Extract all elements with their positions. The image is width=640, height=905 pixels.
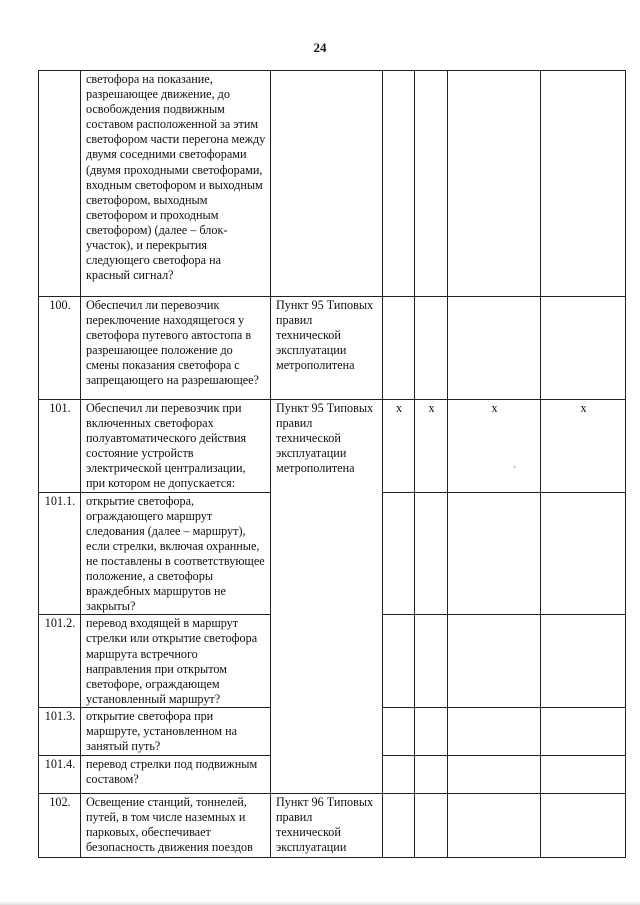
page-number: 24 <box>313 40 327 55</box>
reference-cell: Пункт 95 Типовых правил технической эксплуатации метрополитена <box>271 400 383 794</box>
row-number: 101. <box>39 400 81 493</box>
answer-not-applicable-cell[interactable] <box>448 615 541 708</box>
row-number: 102. <box>39 793 81 857</box>
answer-no-cell[interactable] <box>415 71 448 297</box>
row-number <box>39 71 81 297</box>
answer-not-applicable-cell[interactable] <box>448 492 541 615</box>
row-number: 101.4. <box>39 755 81 793</box>
answer-yes-cell[interactable] <box>383 793 415 857</box>
reference-cell <box>271 71 383 297</box>
answer-yes-cell[interactable]: x <box>383 400 415 493</box>
notes-cell[interactable] <box>541 492 626 615</box>
table-row <box>39 297 626 400</box>
answer-yes-cell[interactable] <box>383 71 415 297</box>
answer-yes-cell[interactable] <box>383 297 415 400</box>
checklist-table <box>38 70 626 858</box>
notes-cell[interactable] <box>541 793 626 857</box>
question-cell: Обеспечил ли перевозчик переключение находящегося у светофора путевого автостопа в разрешающее положение до смены показания светофора с запрещающего на разрешающее? <box>81 297 271 400</box>
row-number: 101.1. <box>39 492 81 615</box>
answer-yes-cell[interactable] <box>383 615 415 708</box>
answer-not-applicable-cell[interactable] <box>448 755 541 793</box>
answer-no-cell[interactable] <box>415 492 448 615</box>
question-cell: открытие светофора при маршруте, установленном на занятый путь? <box>81 707 271 755</box>
notes-cell[interactable] <box>541 755 626 793</box>
question-cell: открытие светофора, ограждающего маршрут следования (далее – маршрут), если стрелки, включая охранные, не поставлены в соответствующее положение, а светофоры враждебных маршрутов не закрыты? <box>81 492 271 615</box>
pen-mark: ˊ <box>513 465 516 475</box>
table-row <box>39 400 626 493</box>
table-row <box>39 793 626 857</box>
answer-not-applicable-cell[interactable] <box>448 297 541 400</box>
notes-cell[interactable] <box>541 615 626 708</box>
page-bottom-edge <box>0 901 640 905</box>
answer-no-cell[interactable]: x <box>415 400 448 493</box>
row-number: 100. <box>39 297 81 400</box>
answer-not-applicable-cell[interactable] <box>448 71 541 297</box>
answer-yes-cell[interactable] <box>383 755 415 793</box>
question-cell: Обеспечил ли перевозчик при включенных светофорах полуавтоматического действия состояние устройств электрической централизации, при котором не допускается: <box>81 400 271 493</box>
reference-cell: Пункт 96 Типовых правил технической эксплуатации <box>271 793 383 857</box>
answer-no-cell[interactable] <box>415 755 448 793</box>
reference-cell: Пункт 95 Типовых правил технической эксплуатации метрополитена <box>271 297 383 400</box>
answer-no-cell[interactable] <box>415 615 448 708</box>
question-cell: перевод стрелки под подвижным составом? <box>81 755 271 793</box>
answer-no-cell[interactable] <box>415 707 448 755</box>
answer-no-cell[interactable] <box>415 297 448 400</box>
row-number: 101.2. <box>39 615 81 708</box>
table-row <box>39 71 626 297</box>
row-number: 101.3. <box>39 707 81 755</box>
answer-no-cell[interactable] <box>415 793 448 857</box>
answer-not-applicable-cell[interactable] <box>448 707 541 755</box>
notes-cell[interactable] <box>541 297 626 400</box>
answer-not-applicable-cell[interactable] <box>448 793 541 857</box>
answer-not-applicable-cell[interactable]: x <box>448 400 541 493</box>
answer-yes-cell[interactable] <box>383 492 415 615</box>
question-cell: перевод входящей в маршрут стрелки или открытие светофора маршрута встречного направления при открытом светофоре, ограждающем установленный маршрут? <box>81 615 271 708</box>
notes-cell[interactable] <box>541 71 626 297</box>
notes-cell[interactable] <box>541 707 626 755</box>
answer-yes-cell[interactable] <box>383 707 415 755</box>
question-cell: светофора на показание, разрешающее движение, до освобождения подвижным составом расположенной за этим светофором части перегона между двумя соседними светофорами (двумя проходными светофорами, входным светофором и выходным светофором, выходным светофором и проходным светофором) (далее – блок-участок), и перекрытия следующего светофора на красный сигнал? <box>81 71 271 297</box>
notes-cell[interactable]: x <box>541 400 626 493</box>
question-cell: Освещение станций, тоннелей, путей, в том числе наземных и парковых, обеспечивает безопасность движения поездов <box>81 793 271 857</box>
